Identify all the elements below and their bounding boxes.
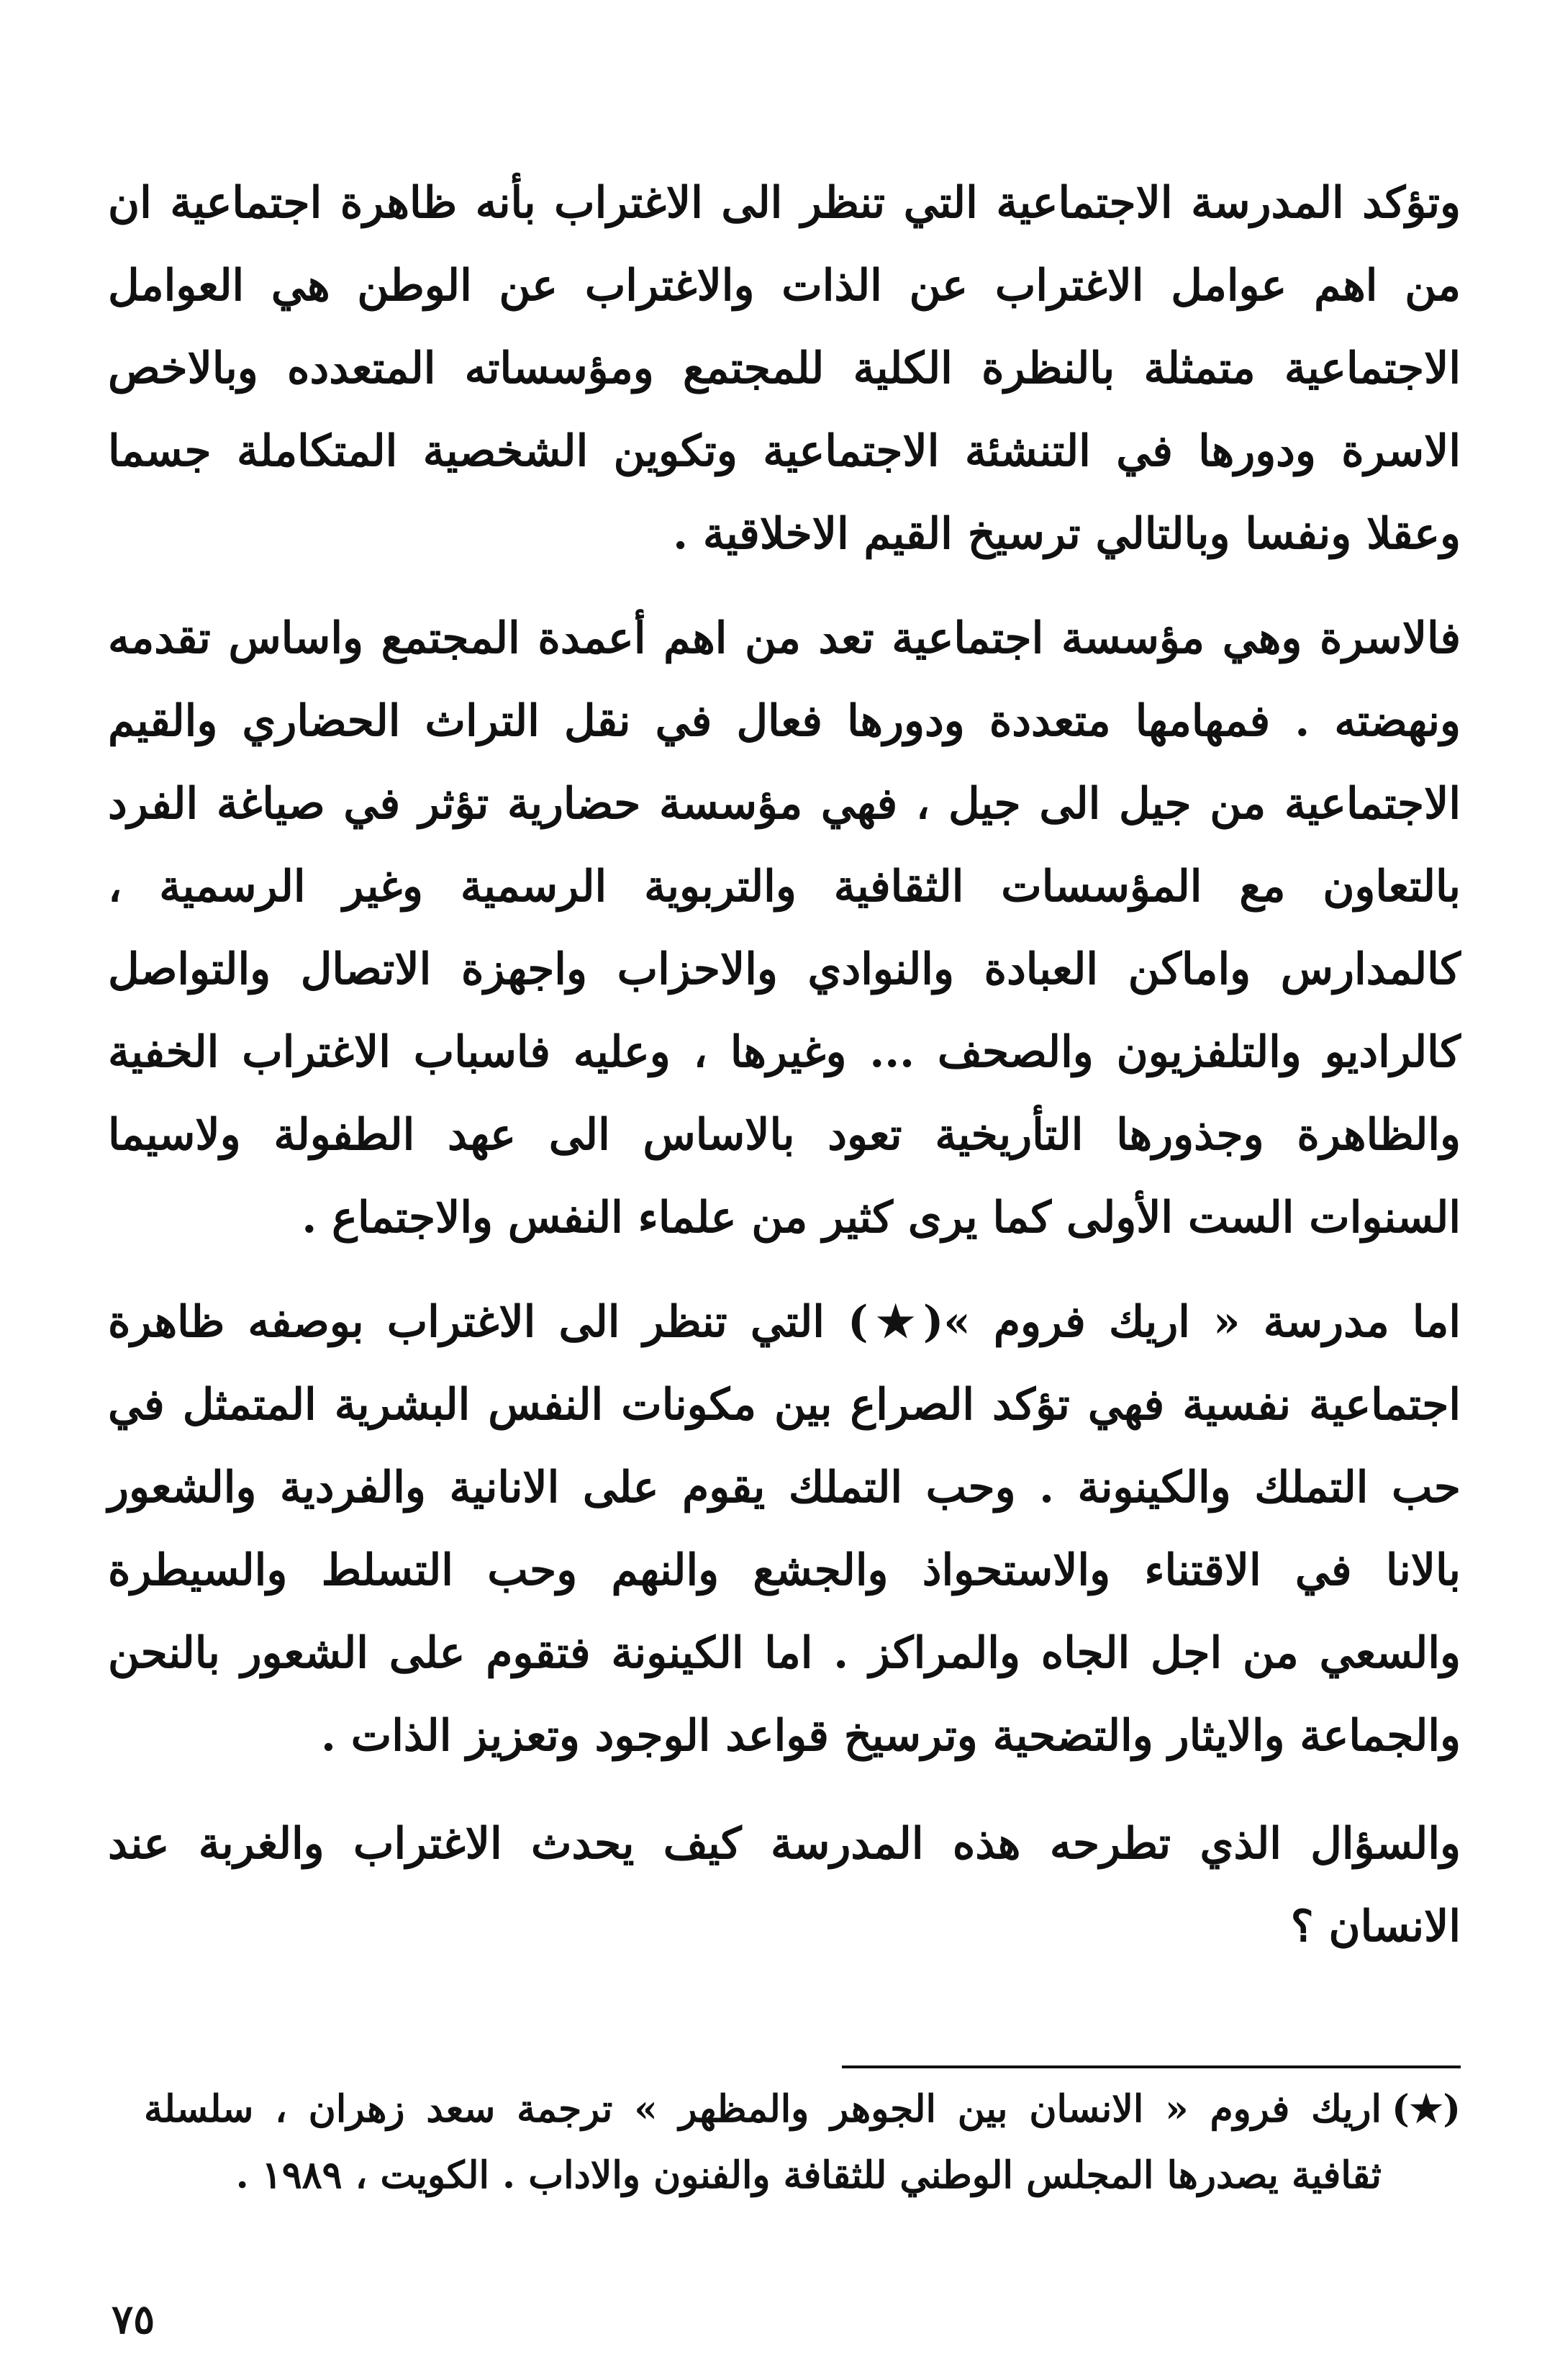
paragraph-question: [108, 1803, 1461, 1968]
paragraph-text: اما مدرسة « اريك فروم »(★) التي تنظر الى الاغتراب بوصفه ظاهرة اجتماعية نفسية فهي تؤكد الصراع بين مكونات النفس البشرية المتمثل في حب التملك والكينونة . وحب التملك يقوم على الانانية والفردية والشعور بالانا في الاقتناء والاستحواذ والجشع والنهم وحب التسلط والسيطرة والسعي من اجل الجاه والمراكز . اما الكينونة فتقوم على الشعور بالنحن والجماعة والايثار والتضحية وترسيخ قواعد الوجود وتعزيز الذات .: [108, 1297, 1461, 1761]
page-number: ٧٥: [112, 2296, 155, 2343]
paragraph-social-school: [108, 162, 1461, 576]
footnote: [108, 2076, 1461, 2209]
paragraph-fromm-school: [108, 1281, 1461, 1778]
footnote-divider: [842, 2065, 1461, 2068]
paragraph-text: فالاسرة وهي مؤسسة اجتماعية تعد من اهم أعمدة المجتمع واساس تقدمه ونهضته . فمهامها متعددة ودورها فعال في نقل التراث الحضاري والقيم الاجتماعية من جيل الى جيل ، فهي مؤسسة حضارية تؤثر في صياغة الفرد بالتعاون مع المؤسسات الثقافية والتربوية الرسمية وغير الرسمية ، كالمدارس واماكن العبادة والنوادي والاحزاب واجهزة الاتصال والتواصل كالراديو والتلفزيون والصحف ... وغيرها ، وعليه فاسباب الاغتراب الخفية والظاهرة وجذورها التأريخية تعود بالاساس الى عهد الطفولة ولاسيما السنوات الست الأولى كما يرى كثير من علماء النفس والاجتماع .: [108, 613, 1461, 1243]
paragraph-text: والسؤال الذي تطرحه هذه المدرسة كيف يحدث الاغتراب والغربة عند الانسان ؟: [108, 1819, 1461, 1952]
paragraph-family: [108, 597, 1461, 1259]
footnote-text: اريك فروم « الانسان بين الجوهر والمظهر » ترجمة سعد زهران ، سلسلة ثقافية يصدرها المجلس الوطني للثقافة والفنون والاداب . الكويت ، ١٩٨٩ .: [144, 2087, 1382, 2197]
footnote-marker: (★): [1392, 2087, 1461, 2131]
paragraph-text: وتؤكد المدرسة الاجتماعية التي تنظر الى الاغتراب بأنه ظاهرة اجتماعية ان من اهم عوامل الاغتراب عن الذات والاغتراب عن الوطن هي العوامل الاجتماعية متمثلة بالنظرة الكلية للمجتمع ومؤسساته المتعدده وبالاخص الاسرة ودورها في التنشئة الاجتماعية وتكوين الشخصية المتكاملة جسما وعقلا ونفسا وبالتالي ترسيخ القيم الاخلاقية .: [108, 178, 1461, 559]
